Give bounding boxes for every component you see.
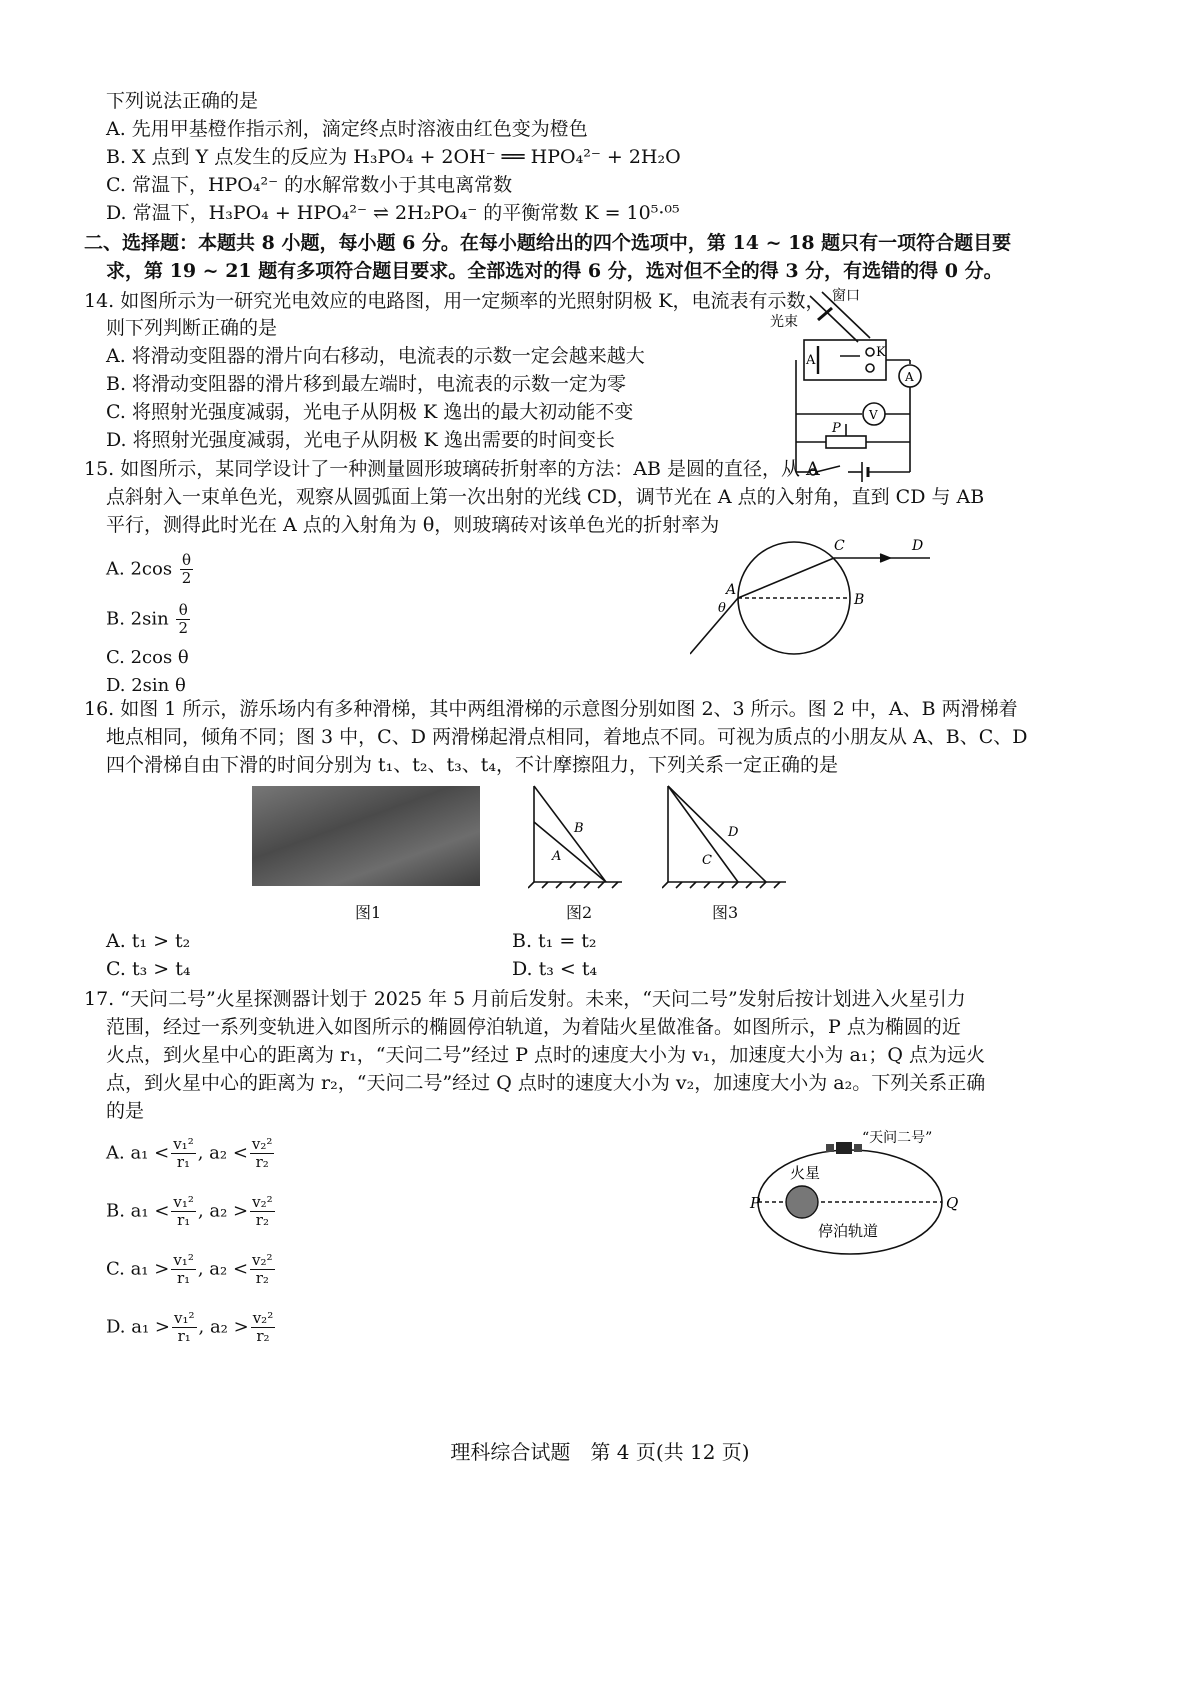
- q14-option-d: D. 将照射光强度减弱，光电子从阴极 K 逸出需要的时间变长: [106, 429, 615, 451]
- slider-label: P: [832, 421, 841, 436]
- q17-line4: 点，到火星中心的距离为 r₂，“天问二号”经过 Q 点时的速度大小为 v₂，加速度大小为 a₂。下列关系正确: [106, 1072, 986, 1094]
- q16-option-b: B. t₁ = t₂: [512, 930, 597, 952]
- q16-line2: 地点相同，倾角不同；图 3 中，C、D 两滑梯起滑点相同，着地点不同。可视为质点的小朋友从 A、B、C、D: [106, 726, 1028, 748]
- q15-line1: 15. 如图所示，某同学设计了一种测量圆形玻璃砖折射率的方法：AB 是圆的直径，从 A: [84, 458, 820, 480]
- slide-c-label: C: [702, 853, 712, 868]
- point-q-label: Q: [946, 1194, 959, 1212]
- q14-option-a: A. 将滑动变阻器的滑片向右移动，电流表的示数一定会越来越大: [106, 345, 645, 367]
- glass-circle-figure: [690, 536, 950, 666]
- anode-label: A: [806, 353, 816, 368]
- slide-d-label: D: [728, 825, 739, 840]
- orbit-label: 停泊轨道: [818, 1222, 879, 1240]
- q17-line1: 17. “天问二号”火星探测器计划于 2025 年 5 月前后发射。未来，“天问二号”发射后按计划进入火星引力: [84, 988, 966, 1010]
- section2-line2: 求，第 19 ~ 21 题有多项符合题目要求。全部选对的得 6 分，选对但不全的得 3 分，有选错的得 0 分。: [106, 260, 1003, 282]
- cathode-label: K: [876, 345, 886, 360]
- q17-option-b: B. a₁ < $\frac{\text{v₁²}}{\text{r₁}}$ , a₂ > $\frac{\text{v₂²}}{\text{r₂}}$: [106, 1193, 273, 1229]
- point-c-label: C: [834, 538, 845, 554]
- voltmeter-label: V: [869, 408, 878, 422]
- q16-option-c: C. t₃ > t₄: [106, 958, 191, 980]
- point-p-label: P: [750, 1194, 761, 1212]
- q17-line2: 范围，经过一系列变轨进入如图所示的椭圆停泊轨道，为着陆火星做准备。如图所示，P 点为椭圆的近: [106, 1016, 961, 1038]
- q13-option-c: C. 常温下，HPO₄²⁻ 的水解常数小于其电离常数: [106, 174, 513, 196]
- slides-figure3: [662, 782, 792, 892]
- figure2-caption: 图2: [566, 903, 593, 922]
- slide-b-label: B: [574, 821, 584, 836]
- q17-option-c: C. a₁ > $\frac{\text{v₁²}}{\text{r₁}}$ , a₂ < $\frac{\text{v₂²}}{\text{r₂}}$: [106, 1251, 273, 1287]
- q17-line3: 火点，到火星中心的距离为 r₁，“天问二号”经过 P 点时的速度大小为 v₁，加速度大小为 a₁；Q 点为远火: [106, 1044, 986, 1066]
- ammeter-label: A: [905, 370, 914, 384]
- page-footer: 理科综合试题 第 4 页(共 12 页): [450, 1440, 750, 1464]
- beam-label: 光束: [770, 314, 798, 330]
- mars-label: 火星: [790, 1164, 821, 1182]
- q15-line2: 点斜射入一束单色光，观察从圆弧面上第一次出射的光线 CD，调节光在 A 点的入射角，直到 CD 与 AB: [106, 486, 985, 508]
- slides-figure2: [528, 782, 628, 892]
- slide-a-label: A: [552, 849, 562, 864]
- q13-option-d: D. 常温下，H₃PO₄ + HPO₄²⁻ ⇌ 2H₂PO₄⁻ 的平衡常数 K = 10⁵·⁰⁵: [106, 202, 680, 224]
- q15-option-a: A. 2cos $\frac{\theta}{2}$: [106, 551, 192, 587]
- q15-option-c: C. 2cos θ: [106, 647, 189, 668]
- point-a-label: A: [726, 582, 737, 598]
- q13-option-a: A. 先用甲基橙作指示剂，滴定终点时溶液由红色变为橙色: [106, 118, 588, 140]
- q13-stem: 下列说法正确的是: [106, 90, 259, 112]
- q14-option-b: B. 将滑动变阻器的滑片移到最左端时，电流表的示数一定为零: [106, 373, 627, 395]
- q14-option-c: C. 将照射光强度减弱，光电子从阴极 K 逸出的最大初动能不变: [106, 401, 634, 423]
- theta-label: θ: [718, 601, 726, 616]
- q15-line3: 平行，测得此时光在 A 点的入射角为 θ，则玻璃砖对该单色光的折射率为: [106, 514, 720, 536]
- mars-orbit-figure: [746, 1124, 966, 1264]
- figure1-caption: 图1: [355, 903, 382, 922]
- q15-option-d: D. 2sin θ: [106, 675, 186, 696]
- q16-line1: 16. 如图 1 所示，游乐场内有多种滑梯，其中两组滑梯的示意图分别如图 2、3 所示。图 2 中，A、B 两滑梯着: [84, 698, 1018, 720]
- photoelectric-circuit-figure: [770, 282, 940, 482]
- q17-option-a: A. a₁ < $\frac{\text{v₁²}}{\text{r₁}}$ , a₂ < $\frac{\text{v₂²}}{\text{r₂}}$: [106, 1135, 273, 1171]
- point-d-label: D: [912, 538, 924, 554]
- q17-line5: 的是: [106, 1100, 145, 1122]
- window-label: 窗口: [832, 288, 860, 304]
- playground-photo: [252, 786, 480, 886]
- q16-option-d: D. t₃ < t₄: [512, 958, 598, 980]
- q16-line3: 四个滑梯自由下滑的时间分别为 t₁、t₂、t₃、t₄，不计摩擦阻力，下列关系一定正确的是: [106, 754, 839, 776]
- q16-option-a: A. t₁ > t₂: [106, 930, 191, 952]
- q14-line1: 14. 如图所示为一研究光电效应的电路图，用一定频率的光照射阴极 K，电流表有示数，: [84, 290, 825, 312]
- probe-label: “天问二号”: [862, 1130, 933, 1146]
- figure3-caption: 图3: [712, 903, 739, 922]
- q15-option-b: B. 2sin $\frac{\theta}{2}$: [106, 601, 188, 637]
- q17-option-d: D. a₁ > $\frac{\text{v₁²}}{\text{r₁}}$ , a₂ > $\frac{\text{v₂²}}{\text{r₂}}$: [106, 1309, 274, 1345]
- q14-line2: 则下列判断正确的是: [106, 317, 278, 339]
- section2-line1: 二、选择题：本题共 8 小题，每小题 6 分。在每小题给出的四个选项中，第 14 ~ 18 题只有一项符合题目要: [84, 232, 1012, 254]
- q13-option-b: B. X 点到 Y 点发生的反应为 H₃PO₄ + 2OH⁻ ══ HPO₄²⁻ + 2H₂O: [106, 146, 681, 168]
- point-b-label: B: [854, 592, 865, 608]
